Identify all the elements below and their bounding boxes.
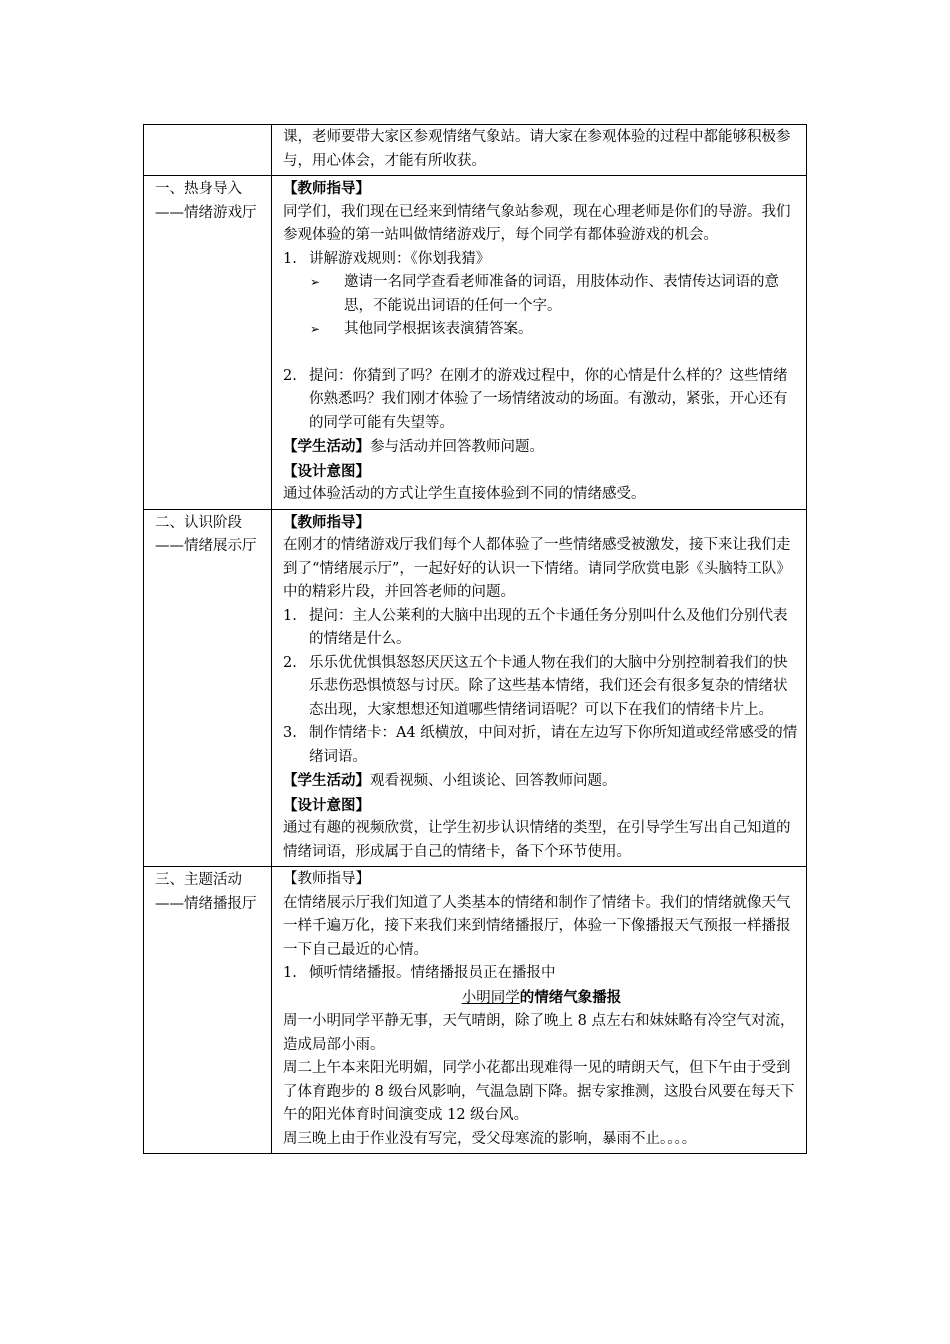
report-title — [283, 986, 800, 1011]
student-heading: 【学生活动】 — [283, 438, 370, 455]
design-heading: 【设计意图】 — [283, 796, 370, 814]
list-number: 2. — [283, 367, 297, 384]
table-row-recognition — [144, 509, 807, 867]
bullet-text: 其他同学根据该表演猜答案。 — [344, 321, 533, 337]
list-number: 3. — [283, 725, 297, 741]
report-line: 周二上午本来阳光明媚，同学小花都出现难得一见的晴朗天气，但下午由于受到了体育跑步的 8 级台风影响，气温急剧下降。据专家推测，这股台风要在每天下午的阳光体育时间演变成 12 级台风。 — [283, 1060, 795, 1123]
bullet-item — [283, 318, 800, 342]
report-line: 周三晚上由于作业没有写完，受父母寒流的影响，暴雨不止。。。。 — [283, 1130, 697, 1147]
phase-cell — [144, 125, 272, 176]
teacher-text: 同学们，我们现在已经来到情绪气象站参观，现在心理老师是你们的导游。我们参观体验的第一站叫做情绪游戏厅，每个同学有都体验游戏的机会。 — [283, 203, 791, 243]
list-item — [283, 722, 800, 769]
list-number: 1. — [283, 250, 297, 267]
teacher-heading: 【教师指导】 — [283, 180, 370, 197]
design-heading: 【设计意图】 — [283, 462, 370, 480]
student-text: 参与活动并回答教师问题。 — [370, 439, 544, 455]
student-activity — [283, 435, 800, 460]
intro-text: 课，老师要带大家区参观情绪气象站。请大家在参观体验的过程中都能够积极参与，用心体会，才能有所收获。 — [283, 129, 791, 169]
list-text: 讲解游戏规则：《你划我猜》 — [309, 250, 491, 267]
list-number: 1. — [283, 607, 297, 624]
teacher-heading: 【教师指导】 — [283, 871, 370, 887]
list-number: 2. — [283, 654, 297, 671]
content-cell — [272, 125, 807, 176]
content-cell — [272, 867, 807, 1154]
list-text: 提问：你猜到了吗？在刚才的游戏过程中，你的心情是什么样的？这些情绪你熟悉吗？我们刚才体验了一场情绪波动的场面。有激动，紧张，开心还有的同学可能有失望等。 — [309, 367, 788, 431]
arrow-bullet-icon: ➢ — [310, 322, 321, 336]
list-text: 提问：主人公莱利的大脑中出现的五个卡通任务分别叫什么及他们分别代表的情绪是什么。 — [309, 607, 788, 647]
arrow-bullet-icon: ➢ — [310, 275, 321, 289]
report-line: 周一小明同学平静无事，天气晴朗，除了晚上 8 点左右和妹妹略有冷空气对流，造成局部小雨。 — [283, 1013, 795, 1053]
teacher-text: 在刚才的情绪游戏厅我们每个人都体验了一些情绪感受被激发，接下来让我们走到了“情绪展示厅”，一起好好的认识一下情绪。请同学欣赏电影《头脑特工队》中的精彩片段，并回答老师的问题。 — [283, 537, 791, 600]
list-item — [283, 652, 800, 723]
content-cell — [272, 176, 807, 510]
list-number: 1. — [283, 965, 297, 981]
list-item — [283, 962, 800, 986]
list-text: 制作情绪卡：A4 纸横放，中间对折，请在左边写下你所知道或经常感受的情绪词语。 — [309, 725, 798, 765]
student-text: 观看视频、小组谈论、回答教师问题。 — [370, 773, 617, 789]
report-title-name: 小明同学 — [461, 989, 520, 1006]
bullet-item — [283, 271, 800, 318]
table-row-theme — [144, 867, 807, 1154]
student-activity — [283, 769, 800, 794]
table-row-intro — [144, 125, 807, 176]
content-cell — [272, 509, 807, 867]
phase-cell: 二、认识阶段——情绪展示厅 — [144, 509, 272, 867]
list-item — [283, 365, 800, 436]
teacher-heading: 【教师指导】 — [283, 513, 370, 531]
design-text: 通过有趣的视频欣赏，让学生初步认识情绪的类型，在引导学生写出自己知道的情绪词语，形成属于自己的情绪卡，备下个环节使用。 — [283, 820, 791, 860]
phase-cell: 一、热身导入——情绪游戏厅 — [144, 176, 272, 510]
list-item — [283, 248, 800, 272]
student-heading: 【学生活动】 — [283, 772, 370, 789]
bullet-text: 邀请一名同学查看老师准备的词语，用肢体动作、表情传达词语的意思，不能说出词语的任何一个字。 — [344, 274, 779, 314]
teacher-text: 在情绪展示厅我们知道了人类基本的情绪和制作了情绪卡。我们的情绪就像天气一样千遍万化，接下来我们来到情绪播报厅，体验一下像播报天气预报一样播报一下自己最近的心情。 — [283, 894, 791, 958]
blank-line — [283, 342, 800, 365]
table-row-warmup — [144, 176, 807, 510]
list-text: 乐乐优优惧惧怒怒厌厌这五个卡通人物在我们的大脑中分别控制着我们的快乐悲伤恐惧愤怒与讨厌。除了这些基本情绪，我们还会有很多复杂的情绪状态出现，大家想想还知道哪些情绪词语呢？可以下在我们的情绪卡片上。 — [309, 654, 788, 718]
list-text: 倾听情绪播报。情绪播报员正在播报中 — [309, 965, 556, 981]
report-title-rest: 的情绪气象播报 — [519, 988, 622, 1006]
lesson-plan-table — [143, 124, 807, 1154]
design-text: 通过体验活动的方式让学生直接体验到不同的情绪感受。 — [283, 486, 646, 502]
phase-cell: 三、主题活动——情绪播报厅 — [144, 867, 272, 1154]
list-item — [283, 605, 800, 652]
